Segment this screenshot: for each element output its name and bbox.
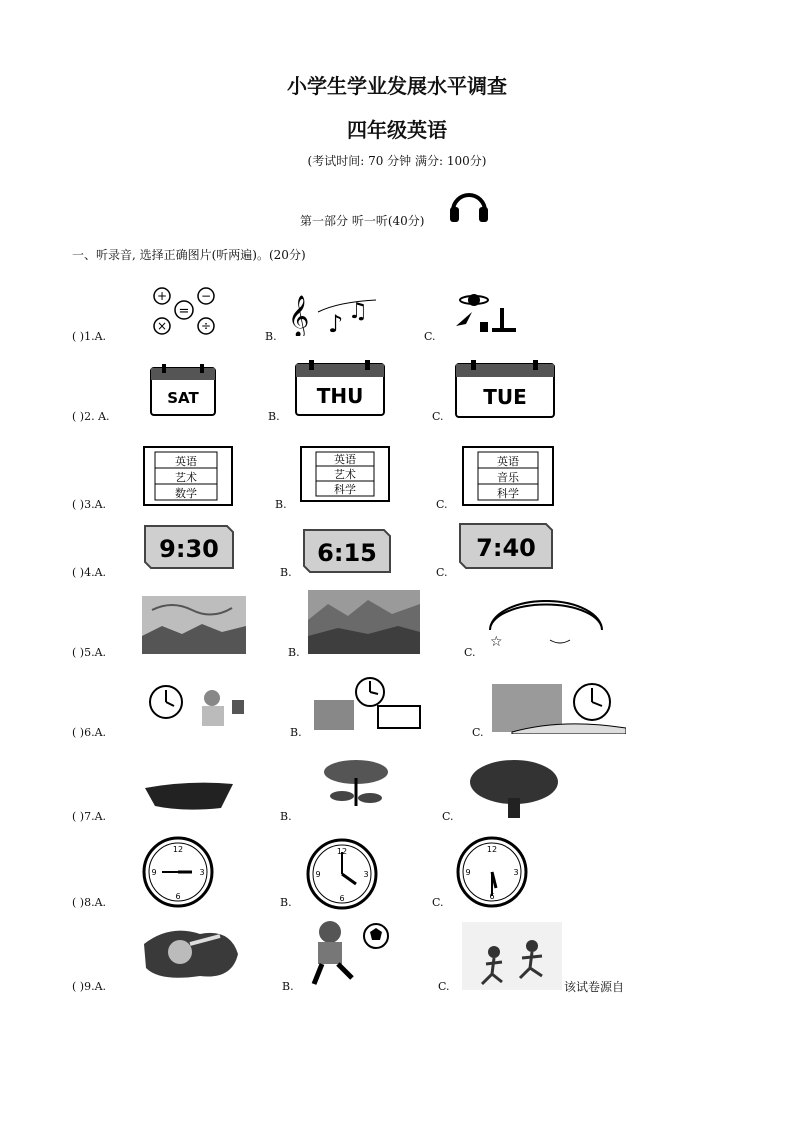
svg-text:数学: 数学 (175, 487, 197, 500)
calendar-day-label: SAT (167, 389, 199, 407)
svg-text:÷: ÷ (200, 319, 212, 333)
option-c: C. (436, 566, 448, 579)
svg-text:−: − (200, 289, 212, 303)
mountain-landscape-image (308, 590, 420, 654)
question-label: ( )5.A. (72, 646, 107, 659)
boy-clock-bed-image (492, 678, 626, 734)
headphones-icon (448, 185, 490, 223)
option-b: B. (282, 980, 294, 993)
moon-night-image (480, 600, 606, 660)
question-label: ( )3.A. (72, 498, 107, 511)
svg-text:7:40: 7:40 (476, 534, 536, 562)
svg-text:9:30: 9:30 (159, 535, 219, 563)
svg-text:♫: ♫ (348, 299, 368, 324)
digital-clock-740-image (458, 522, 554, 570)
svg-text:12: 12 (336, 847, 348, 856)
question-label: ( )2. A. (72, 410, 110, 423)
option-b: B. (280, 566, 292, 579)
timetable-b-image (300, 446, 390, 502)
svg-text:艺术: 艺术 (175, 471, 197, 484)
svg-text:3: 3 (513, 868, 519, 877)
option-b: B. (275, 498, 287, 511)
svg-text:艺术: 艺术 (334, 468, 356, 481)
svg-text:6: 6 (175, 892, 181, 901)
question-label: ( )8.A. (72, 896, 107, 909)
clock-c-image (456, 836, 528, 908)
svg-text:+: + (156, 289, 168, 303)
option-c: C. (464, 646, 476, 659)
football-image (304, 918, 394, 988)
page-subtitle: 四年级英语 (347, 118, 447, 142)
question-label: ( )9.A. (72, 980, 107, 993)
part-label: 第一部分 听一听(40分) (300, 214, 425, 228)
svg-text:6: 6 (339, 894, 345, 903)
timetable-a-image (143, 446, 233, 506)
option-c: C. (442, 810, 454, 823)
option-b: B. (268, 410, 280, 423)
svg-text:3: 3 (199, 868, 205, 877)
svg-text:英语: 英语 (175, 455, 197, 468)
svg-text:♪: ♪ (328, 310, 344, 336)
option-c: C. (424, 330, 436, 343)
swimming-image (140, 924, 240, 984)
svg-text:☆: ☆ (490, 634, 503, 650)
music-notes-image (288, 292, 382, 336)
option-c: C. (432, 410, 444, 423)
svg-text:12: 12 (172, 845, 184, 854)
flower-image (318, 758, 394, 808)
svg-text:=: = (178, 304, 190, 319)
question-label: ( )4.A. (72, 566, 107, 579)
clock-b-image (306, 838, 378, 910)
question-label: ( )7.A. (72, 810, 107, 823)
section-title: 一、听录音, 选择正确图片(听两遍)。(20分) (72, 248, 306, 262)
option-c: C. (472, 726, 484, 739)
timetable-c-image (462, 446, 554, 506)
science-items-image (452, 290, 524, 336)
question-label: ( )1.A. (72, 330, 107, 343)
svg-text:科学: 科学 (497, 487, 519, 500)
svg-text:6:15: 6:15 (317, 539, 377, 567)
exam-info: (考试时间: 70 分钟 满分: 100分) (307, 154, 487, 168)
svg-text:英语: 英语 (497, 455, 519, 468)
tree-image (468, 758, 560, 820)
svg-text:英语: 英语 (334, 453, 356, 466)
calendar-day-label: TUE (483, 385, 527, 409)
option-b: B. (290, 726, 302, 739)
calendar-sat-image (150, 364, 216, 416)
option-c: C. (438, 980, 450, 993)
svg-text:3: 3 (363, 870, 369, 879)
svg-text:6: 6 (489, 892, 495, 901)
sky-landscape-image (142, 596, 246, 654)
question-label: ( )6.A. (72, 726, 107, 739)
svg-text:9: 9 (315, 870, 321, 879)
svg-text:12: 12 (486, 845, 498, 854)
svg-text:音乐: 音乐 (497, 471, 519, 484)
calendar-thu-image (295, 360, 385, 416)
option-b: B. (265, 330, 277, 343)
svg-text:科学: 科学 (334, 483, 356, 496)
option-c: C. (436, 498, 448, 511)
option-c: C. (432, 896, 444, 909)
clock-a-image (142, 836, 214, 908)
svg-text:9: 9 (151, 868, 157, 877)
svg-text:𝄞: 𝄞 (288, 296, 310, 336)
digital-clock-615-image (302, 528, 392, 574)
calendar-tue-image (455, 360, 555, 418)
boy-clock-computer-image (312, 676, 424, 732)
option-b: B. (280, 810, 292, 823)
option-b: B. (280, 896, 292, 909)
svg-text:×: × (156, 319, 168, 333)
digital-clock-930-image (143, 524, 235, 570)
svg-text:9: 9 (465, 868, 471, 877)
calendar-day-label: THU (316, 384, 364, 408)
page-title: 小学生学业发展水平调查 (287, 74, 507, 98)
skating-image (462, 922, 562, 990)
option-b: B. (288, 646, 300, 659)
boy-clock-brushing-image (146, 684, 256, 730)
math-symbols-image (148, 286, 220, 336)
source-note: 该试卷源自 (564, 980, 625, 994)
boat-image (143, 778, 235, 812)
